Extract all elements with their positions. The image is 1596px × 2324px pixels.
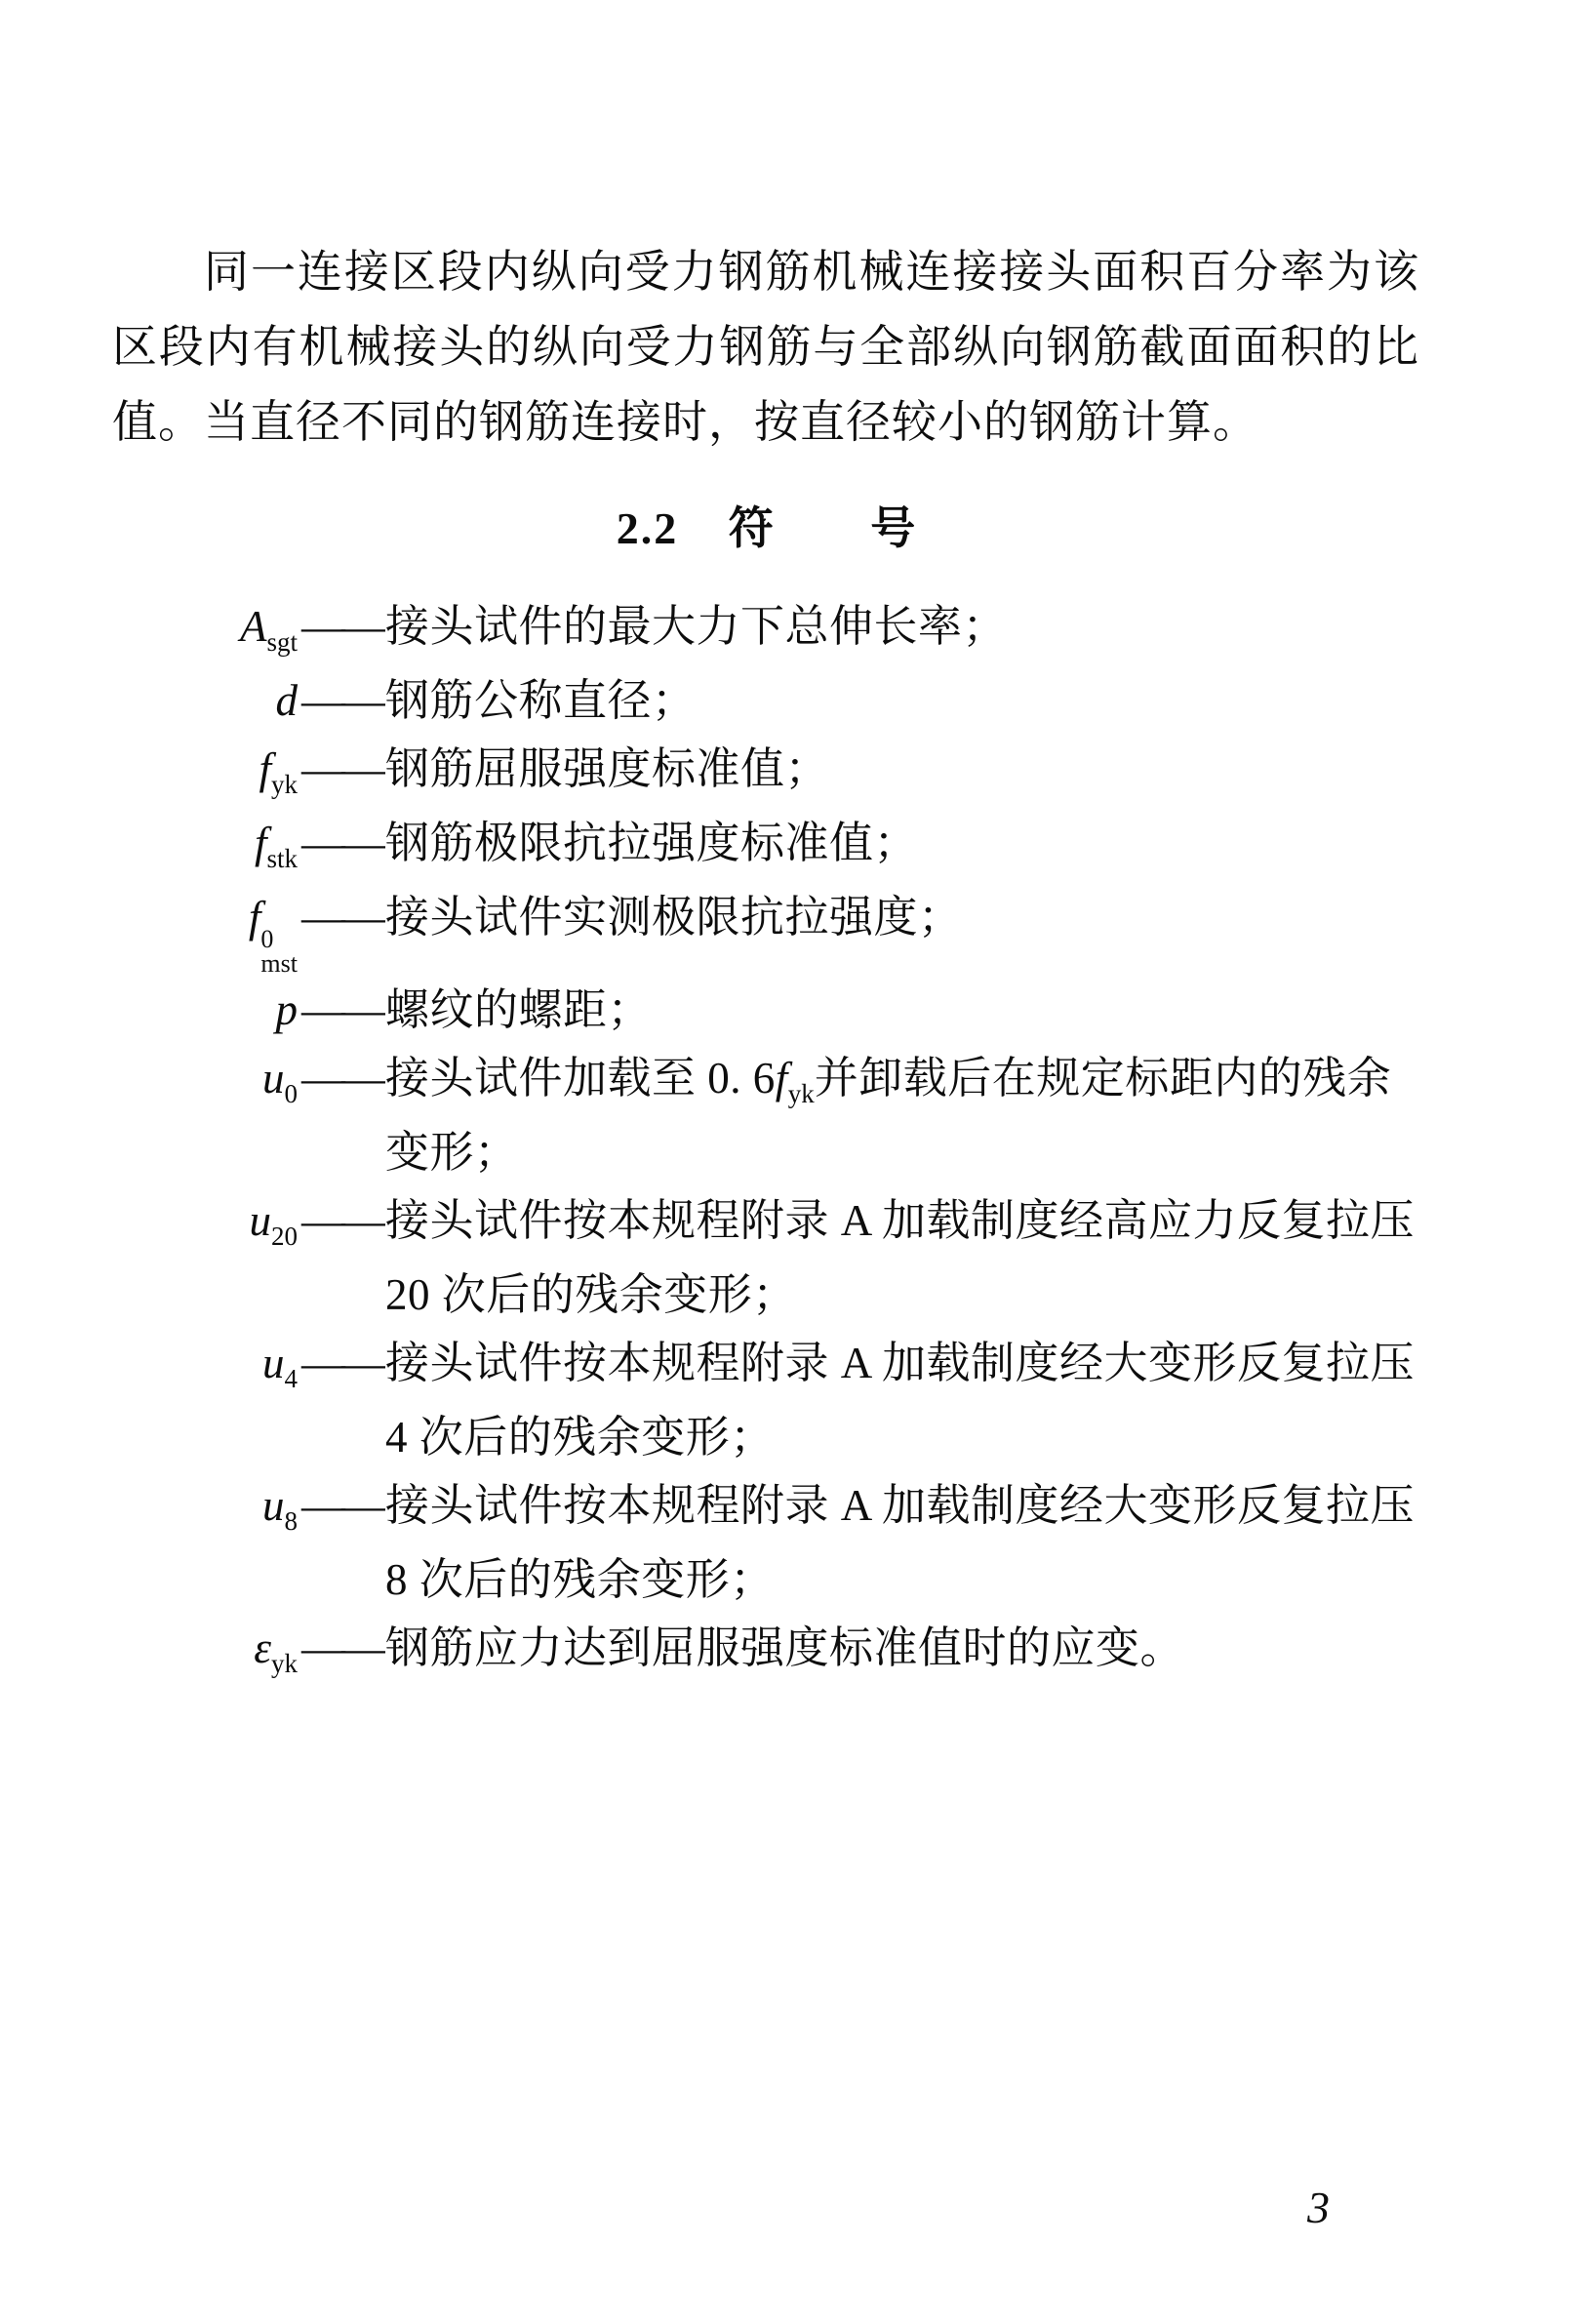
intro-line: 区段内有机械接头的纵向受力钢筋与全部纵向钢筋截面面积的比	[112, 322, 1419, 372]
inline-symbol: f	[775, 1054, 788, 1102]
symbol-term: $u_4$	[262, 1339, 298, 1393]
symbol-definition: 接头试件实测极限抗拉强度；	[385, 893, 963, 942]
definition-dash: ——	[301, 744, 381, 793]
symbol-entry-fstk	[112, 809, 1419, 883]
symbol-definition: 接头试件按本规程附录 A 加载制度经大变形反复拉压	[385, 1339, 1416, 1387]
symbol-term: f 0 mst	[248, 893, 298, 978]
symbol-list	[112, 592, 1419, 1688]
symbol-subscript: 20	[271, 1222, 298, 1251]
page-number: 3	[1307, 2183, 1330, 2232]
definition-continuation: 8 次后的残余变形；	[385, 1555, 775, 1604]
section-title-char: 符	[728, 503, 774, 553]
symbol-subscript: stk	[266, 844, 298, 873]
symbol-definition: 接头试件的最大力下总伸长率；	[385, 602, 1008, 651]
symbol-subscript: sgt	[266, 627, 298, 657]
symbol-entry-u0	[112, 1044, 1419, 1118]
symbol-definition: 接头试件按本规程附录 A 加载制度经大变形反复拉压	[385, 1481, 1416, 1530]
symbol-superscript: 0	[260, 925, 274, 953]
definition-dash: ——	[301, 985, 381, 1034]
definition-continuation: 20 次后的残余变形；	[385, 1270, 797, 1319]
symbol-definition: 钢筋应力达到屈服强度标准值时的应变。	[385, 1623, 1185, 1672]
symbol-subscript: 4	[284, 1364, 298, 1393]
symbol-term: $f_{stk}$	[254, 819, 298, 873]
symbol-subscript: mst	[260, 949, 298, 978]
symbol-definition: 螺纹的螺距；	[385, 985, 653, 1034]
symbol-supersubscript	[260, 927, 298, 976]
definition-dash: ——	[301, 1196, 381, 1245]
text-block	[112, 234, 1419, 1688]
symbol-entry-Asgt	[112, 592, 1419, 666]
symbol-definition: 接头试件按本规程附录 A 加载制度经高应力反复拉压	[385, 1196, 1416, 1245]
section-number: 2.2	[616, 503, 679, 553]
symbol-term: $u_{20}$	[249, 1196, 298, 1251]
symbol-entry-fyk	[112, 735, 1419, 809]
symbol-entry-epsyk	[112, 1614, 1419, 1688]
section-heading	[112, 495, 1419, 563]
symbol-subscript: yk	[271, 770, 298, 799]
symbol-subscript: yk	[271, 1649, 298, 1678]
definition-dash: ——	[301, 1054, 381, 1102]
symbol-entry-p	[112, 976, 1419, 1044]
symbol-subscript: 0	[284, 1079, 298, 1108]
symbol-entry-u4	[112, 1329, 1419, 1403]
symbol-entry-u8	[112, 1471, 1419, 1545]
symbol-entry-d	[112, 666, 1419, 735]
definition-dash: ——	[301, 1623, 381, 1672]
symbol-term: $u_8$	[262, 1481, 298, 1536]
section-title-char: 号	[870, 503, 916, 553]
symbol-definition: 钢筋屈服强度标准值；	[385, 744, 830, 793]
symbol-definition: 接头试件加载至 0. $6f_{yk}$并卸载后在规定标距内的残余	[385, 1054, 1392, 1108]
symbol-entry-u20	[112, 1186, 1419, 1261]
definition-continuation: 变形；	[385, 1128, 519, 1177]
symbol-term: $f_{yk}$	[259, 744, 298, 799]
symbol-term: $u_0$	[262, 1054, 298, 1108]
inline-symbol-subscript: yk	[787, 1079, 815, 1108]
symbol-term: $A_{sgt}$	[239, 602, 298, 657]
definition-dash: ——	[301, 819, 381, 867]
symbol-term: d	[275, 676, 298, 725]
definition-dash: ——	[301, 676, 381, 725]
symbol-definition: 钢筋极限抗拉强度标准值；	[385, 819, 919, 867]
definition-dash: ——	[301, 1339, 381, 1387]
symbol-entry-fmst	[112, 883, 1419, 976]
intro-line: 值。当直径不同的钢筋连接时，按直径较小的钢筋计算。	[112, 397, 1258, 447]
symbol-definition: 钢筋公称直径；	[385, 676, 697, 725]
definition-dash: ——	[301, 893, 381, 942]
intro-line: 同一连接区段内纵向受力钢筋机械连接接头面积百分率为该	[204, 247, 1419, 297]
symbol-term: p	[275, 985, 298, 1034]
intro-paragraph	[112, 234, 1419, 460]
symbol-subscript: 8	[284, 1506, 298, 1536]
definition-continuation: 4 次后的残余变形；	[385, 1413, 775, 1462]
symbol-term: $\varepsilon_{yk}$	[254, 1623, 298, 1678]
definition-dash: ——	[301, 1481, 381, 1530]
definition-dash: ——	[301, 602, 381, 651]
